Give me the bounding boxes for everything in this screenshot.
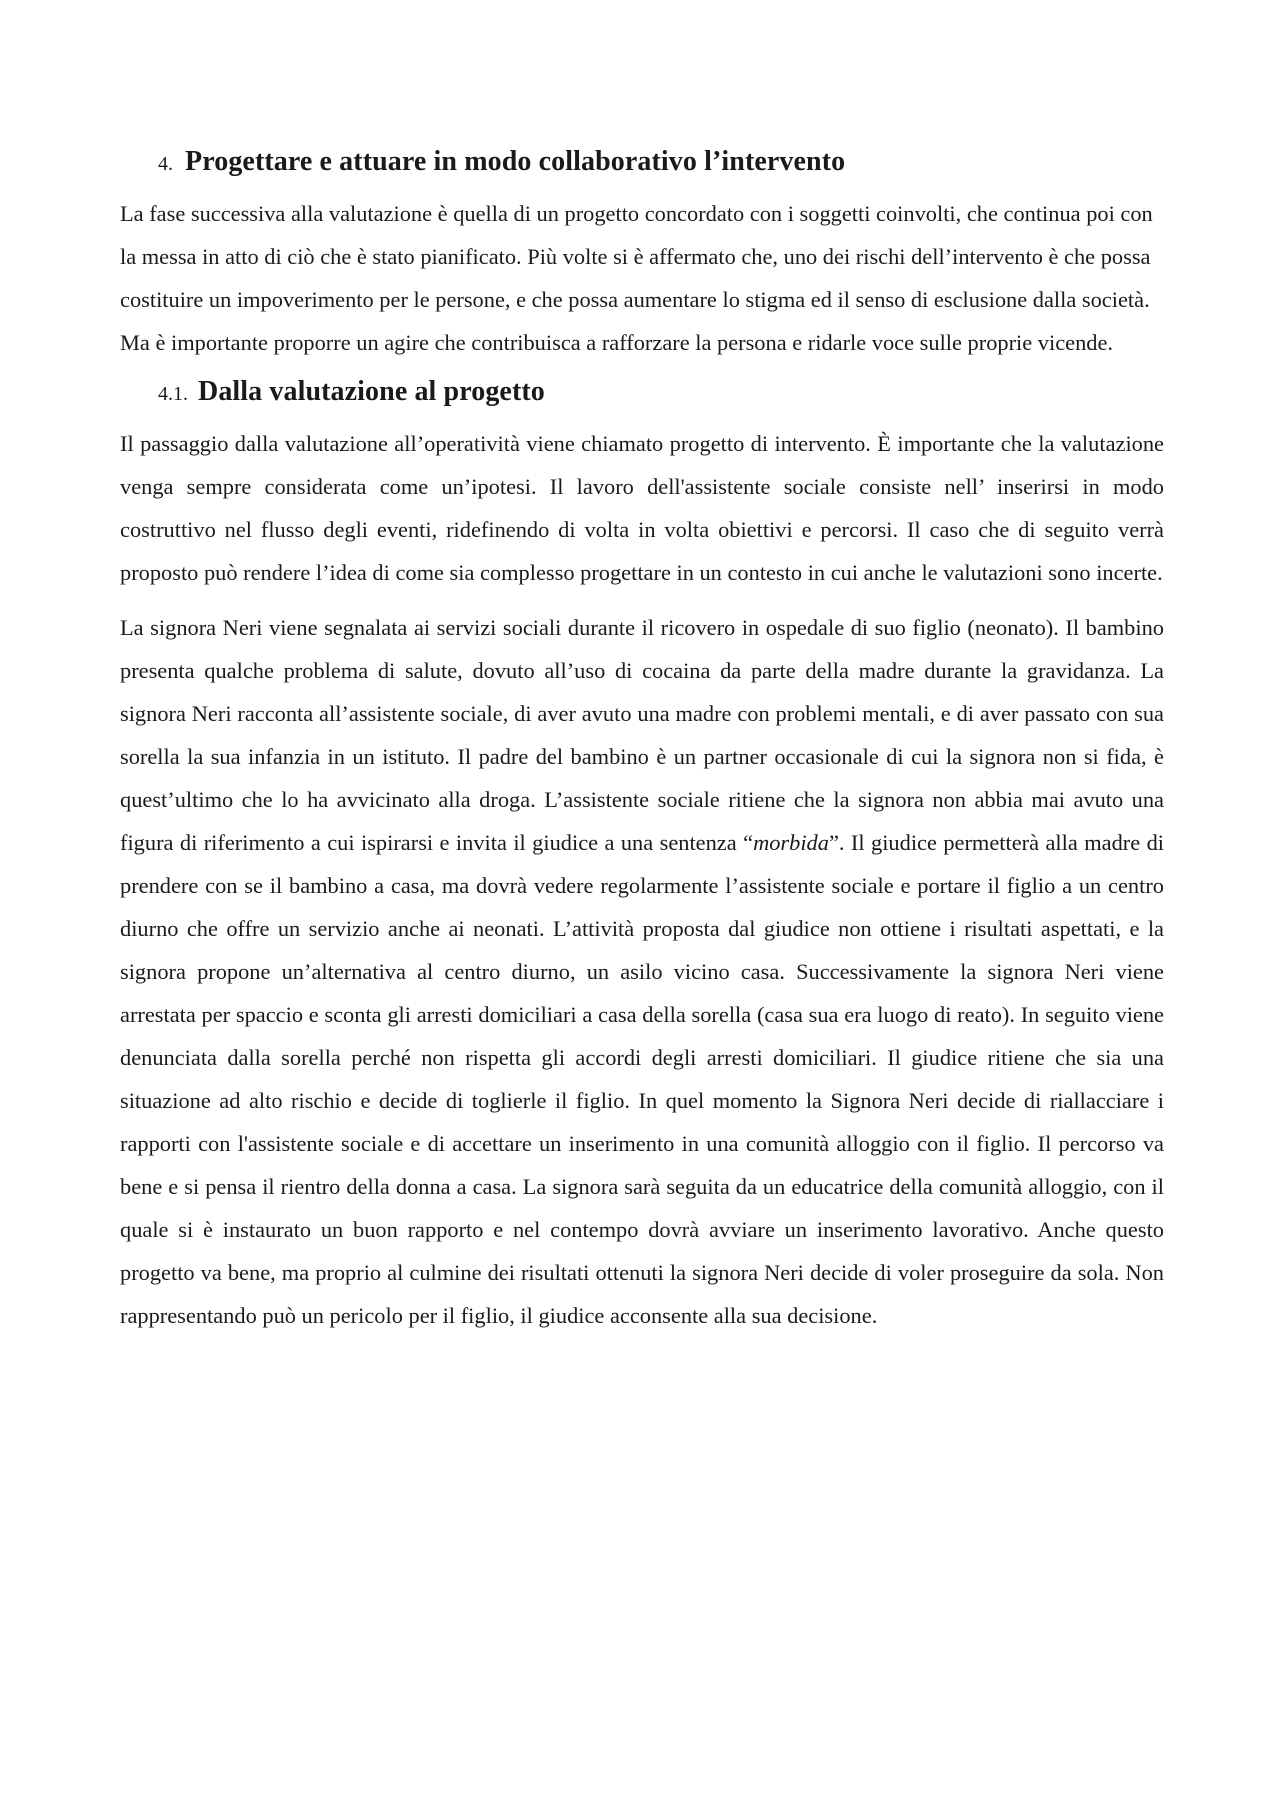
- section-heading-4: [158, 146, 1164, 178]
- section-number: 4.: [158, 153, 173, 175]
- subsection-paragraph-1: Il passaggio dalla valutazione all’operatività viene chiamato progetto di intervento. È importante che la valutazione venga sempre considerata come un’ipotesi. Il lavoro dell'assistente sociale consiste nell’ inserirsi in modo costruttivo nel flusso degli eventi, ridefinendo di volta in volta obiettivi e percorsi. Il caso che di seguito verrà proposto può rendere l’idea di come sia complesso progettare in un contesto in cui anche le valutazioni sono incerte.: [120, 431, 1164, 585]
- subsection-title: Dalla valutazione al progetto: [198, 376, 545, 407]
- case-text-part-1: La signora Neri viene segnalata ai servizi sociali durante il ricovero in ospedale di suo figlio (neonato). Il bambino presenta qualche problema di salute, dovuto all’uso di cocaina da parte della madre durante la gravidanza. La signora Neri racconta all’assistente sociale, di aver avuto una madre con problemi mentali, e di aver passato con sua sorella la sua infanzia in un istituto. Il padre del bambino è un partner occasionale di cui la signora non si fida, è quest’ultimo che lo ha avvicinato alla droga. L’assistente sociale ritiene che la signora non abbia mai avuto una figura di riferimento a cui ispirarsi e invita il giudice a una sentenza “: [120, 615, 1164, 855]
- subsection-number: 4.1.: [158, 383, 188, 405]
- section-title: Progettare e attuare in modo collaborativo l’intervento: [185, 146, 846, 177]
- case-text-part-2: ”. Il giudice permetterà alla madre di prendere con se il bambino a casa, ma dovrà vedere regolarmente l’assistente sociale e portare il figlio a un centro diurno che offre un servizio anche ai neonati. L’attività proposta dal giudice non ottiene i risultati aspettati, e la signora propone un’alternativa al centro diurno, un asilo vicino casa. Successivamente la signora Neri viene arrestata per spaccio e sconta gli arresti domiciliari a casa della sorella (casa sua era luogo di reato). In seguito viene denunciata dalla sorella perché non rispetta gli accordi degli arresti domiciliari. Il giudice ritiene che sia una situazione ad alto rischio e decide di toglierle il figlio. In quel momento la Signora Neri decide di riallacciare i rapporti con l'assistente sociale e di accettare un inserimento in una comunità alloggio con il figlio. Il percorso va bene e si pensa il rientro della donna a casa. La signora sarà seguita da un educatrice della comunità alloggio, con il quale si è instaurato un buon rapporto e nel contempo dovrà avviare un inserimento lavorativo. Anche questo progetto va bene, ma proprio al culmine dei risultati ottenuti la signora Neri decide di voler proseguire da sola. Non rappresentando può un pericolo per il figlio, il giudice acconsente alla sua decisione.: [120, 830, 1164, 1328]
- section-4-paragraph: La fase successiva alla valutazione è quella di un progetto concordato con i soggetti coinvolti, che continua poi con la messa in atto di ciò che è stato pianificato. Più volte si è affermato che, uno dei rischi dell’intervento è che possa costituire un impoverimento per le persone, e che possa aumentare lo stigma ed il senso di esclusione dalla società. Ma è importante proporre un agire che contribuisca a rafforzare la persona e ridarle voce sulle proprie vicende.: [120, 201, 1153, 355]
- document-page: [120, 146, 1164, 1349]
- section-heading-4-1: [158, 376, 1164, 408]
- subsection-paragraph-2: [120, 606, 1164, 1337]
- case-text-italic: morbida: [753, 830, 829, 855]
